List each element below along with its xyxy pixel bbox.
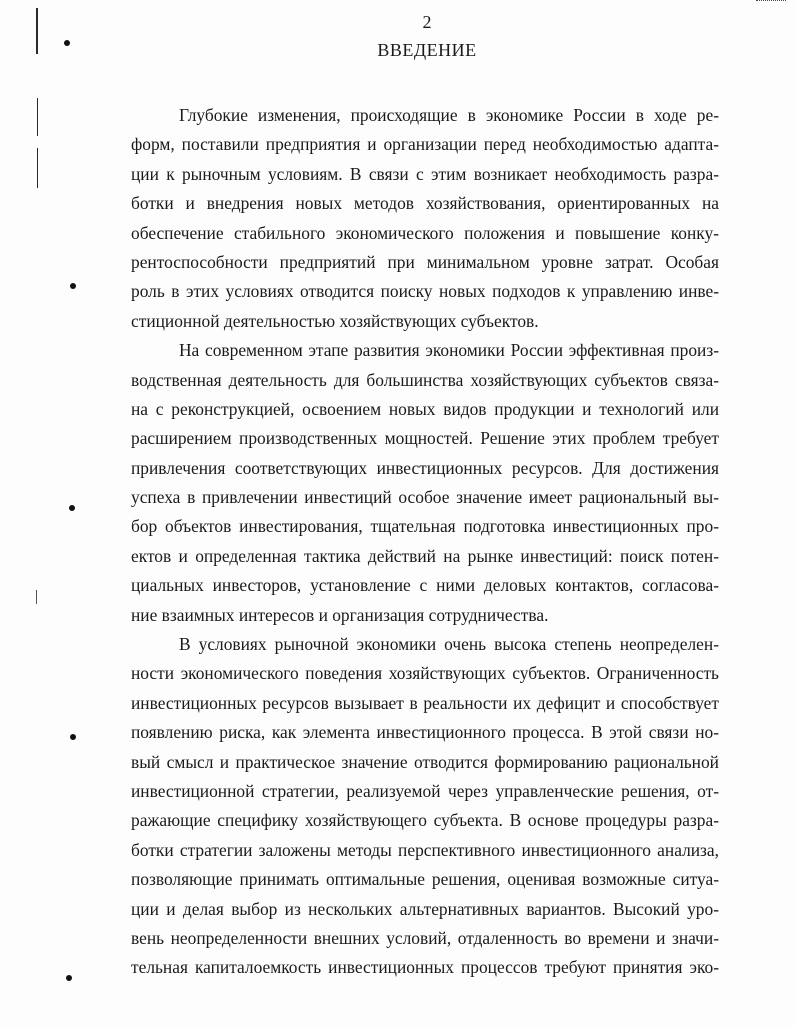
text-line: позволяющие принимать оптимальные решения, оценивая возможные ситуа- bbox=[131, 869, 719, 890]
text-line: ности экономического поведения хозяйствующих субъектов. Ограниченность bbox=[131, 663, 719, 684]
paragraph bbox=[131, 630, 719, 983]
text-line: водственная деятельность для большинства хозяйствующих субъектов связа- bbox=[131, 369, 719, 390]
text-line: В условиях рыночной экономики очень высока степень неопределен- bbox=[179, 634, 719, 655]
text-line: ции к рыночным условиям. В связи с этим возникает необходимость разра- bbox=[131, 163, 719, 184]
margin-scan-line bbox=[37, 98, 38, 136]
text-line: появлению риска, как элемента инвестиционного процесса. В этой связи но- bbox=[131, 722, 719, 743]
margin-scan-line bbox=[37, 148, 38, 188]
binding-hole-mark bbox=[66, 975, 72, 981]
margin-scan-line bbox=[36, 590, 37, 604]
text-line: расширением производственных мощностей. Решение этих проблем требует bbox=[131, 428, 719, 449]
paragraph bbox=[131, 336, 719, 630]
text-line: вый смысл и практическое значение отводится формированию рациональной bbox=[131, 751, 719, 772]
text-line: Глубокие изменения, происходящие в экономике России в ходе ре- bbox=[179, 105, 719, 125]
text-line: бор объектов инвестирования, тщательная подготовка инвестиционных про- bbox=[131, 516, 719, 537]
text-line: тельная капиталоемкость инвестиционных процессов требуют принятия эко- bbox=[131, 957, 719, 978]
section-title: ВВЕДЕНИЕ bbox=[377, 40, 477, 60]
scan-corner-mark bbox=[756, 0, 786, 7]
text-line: на с реконструкцией, освоением новых видов продукции и технологий или bbox=[131, 398, 719, 419]
text-line: привлечения соответствующих инвестиционных ресурсов. Для достижения bbox=[131, 457, 719, 478]
text-line: роль в этих условиях отводится поиску новых подходов к управлению инве- bbox=[131, 281, 719, 302]
text-line: обеспечение стабильного экономического положения и повышение конку- bbox=[131, 222, 719, 243]
body-text bbox=[131, 101, 719, 983]
text-line: рентоспособности предприятий при минимальном уровне затрат. Особая bbox=[131, 251, 719, 272]
text-line: циальных инвесторов, установление с ними деловых контактов, согласова- bbox=[131, 575, 719, 596]
text-line: ектов и определенная тактика действий на рынке инвестиций: поиск потен- bbox=[131, 545, 719, 566]
text-line: успеха в привлечении инвестиций особое значение имеет рациональный вы- bbox=[131, 487, 719, 508]
text-line: инвестиционных ресурсов вызывает в реальности их дефицит и способствует bbox=[131, 692, 719, 713]
text-line: вень неопределенности внешних условий, отдаленность во времени и значи- bbox=[131, 927, 719, 948]
text-line: стиционной деятельностью хозяйствующих субъектов. bbox=[131, 310, 539, 331]
text-line: На современном этапе развития экономики России эффективная произ- bbox=[179, 340, 719, 361]
paragraph bbox=[131, 101, 719, 336]
binding-hole-mark bbox=[70, 734, 76, 740]
binding-hole-mark bbox=[69, 505, 75, 511]
binding-hole-mark bbox=[70, 283, 76, 289]
text-line: ние взаимных интересов и организация сотрудничества. bbox=[131, 604, 549, 625]
text-line: ции и делая выбор из нескольких альтернативных вариантов. Высокий уро- bbox=[131, 898, 719, 919]
text-line: инвестиционной стратегии, реализуемой через управленческие решения, от- bbox=[131, 780, 719, 801]
text-line: форм, поставили предприятия и организации перед необходимостью адапта- bbox=[131, 134, 719, 155]
page-number: 2 bbox=[422, 12, 432, 32]
text-line: ботки стратегии заложены методы перспективного инвестиционного анализа, bbox=[131, 839, 719, 860]
text-line: ботки и внедрения новых методов хозяйствования, ориентированных на bbox=[131, 193, 719, 214]
text-line: ражающие специфику хозяйствующего субъекта. В основе процедуры разра- bbox=[131, 810, 719, 831]
